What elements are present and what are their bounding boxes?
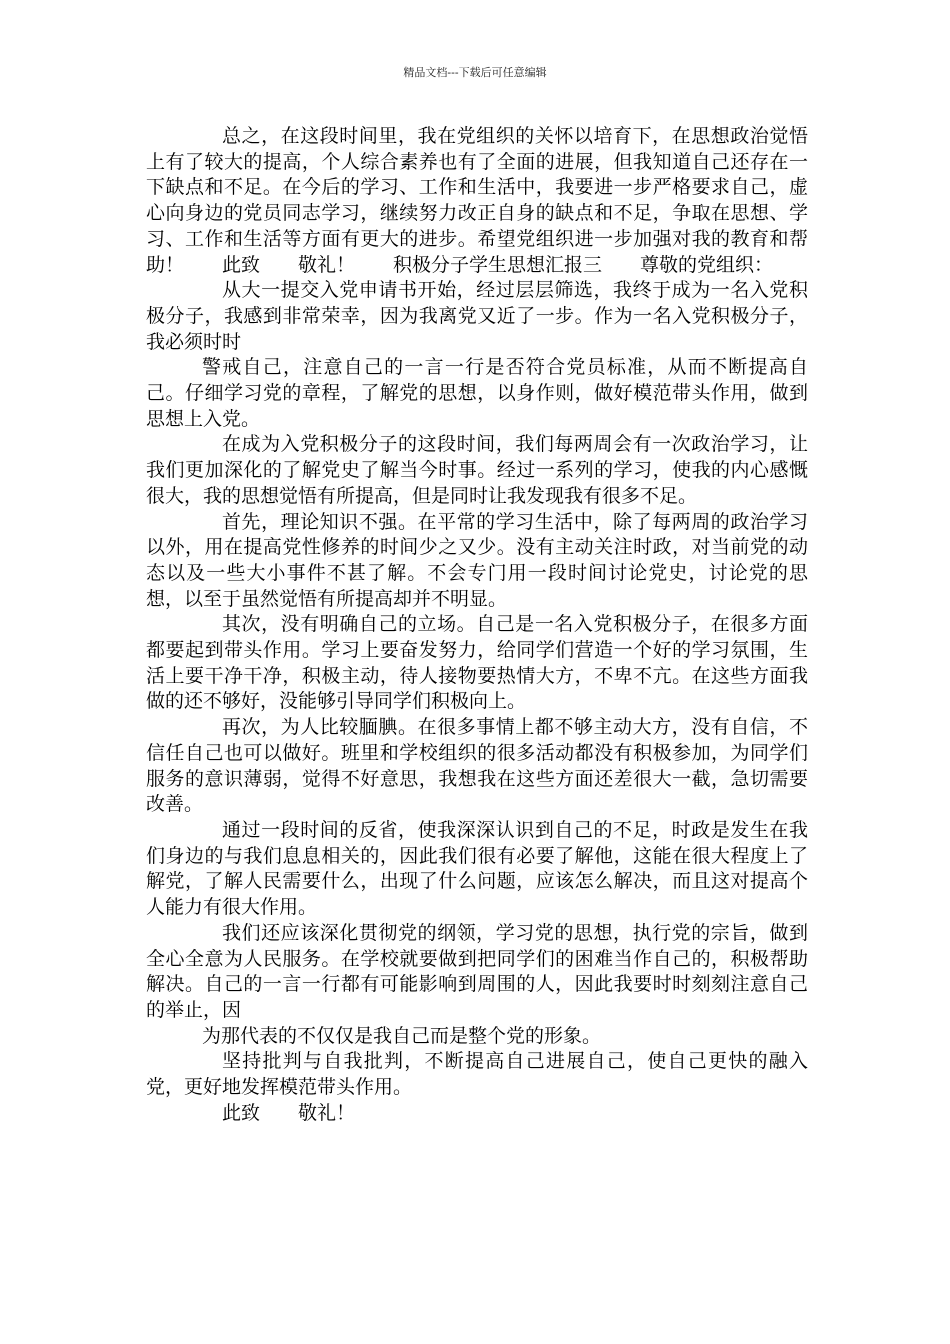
paragraph-criticism: 坚持批判与自我批判，不断提高自己进展自己，使自己更快的融入党，更好地发挥模范带头作用。 (146, 1050, 808, 1099)
paragraph-party-program: 我们还应该深化贯彻党的纲领，学习党的思想，执行党的宗旨，做到全心全意为人民服务。在学校就要做到把同学们的困难当作自己的，积极帮助解决。自己的一言一行都有可能影响到周围的人，因此我要时时刻刻注意自己的举止，因 (146, 921, 808, 1021)
paragraph-first-point: 首先，理论知识不强。在平常的学习生活中，除了每两周的政治学习以外，用在提高党性修养的时间少之又少。没有主动关注时政，对当前党的动态以及一些大小事件不甚了解。不会专门用一段时间讨论党史，讨论党的思想，以至于虽然觉悟有所提高却并不明显。 (146, 510, 808, 610)
paragraph-becoming-activist: 从大一提交入党申请书开始，经过层层筛选，我终于成为一名入党积极分子，我感到非常荣幸，因为我离党又近了一步。作为一名入党积极分子，我必须时时 (146, 279, 808, 353)
paragraph-summary: 总之，在这段时间里，我在党组织的关怀以培育下，在思想政治觉悟上有了较大的提高，个人综合素养也有了全面的进展，但我知道自己还存在一下缺点和不足。在今后的学习、工作和生活中，我要进一步严格要求自己，虚心向身边的党员同志学习，继续努力改正自身的缺点和不足，争取在思想、学习、工作和生活等方面有更大的进步。希望党组织进一步加强对我的教育和帮助！ 此致 敬礼！ 积极分子学生思想汇报三 尊敬的党组织： (146, 125, 808, 276)
paragraph-reflection: 通过一段时间的反省，使我深深认识到自己的不足，时政是发生在我们身边的与我们息息相关的，因此我们很有必要了解他，这能在很大程度上了解党，了解人民需要什么，出现了什么问题，应该怎么解决，而且这对提高个人能力有很大作用。 (146, 818, 808, 919)
paragraph-party-image: 为那代表的不仅仅是我自己而是整个党的形象。 (202, 1024, 602, 1047)
page-header: 精品文档---下载后可任意编辑 (403, 66, 547, 79)
paragraph-third-point: 再次，为人比较腼腆。在很多事情上都不够主动大方，没有自信，不信任自己也可以做好。班里和学校组织的很多活动都没有积极参加，为同学们服务的意识薄弱，觉得不好意思，我想我在这些方面还差很大一截，急切需要改善。 (146, 716, 808, 816)
paragraph-second-point: 其次，没有明确自己的立场。自己是一名入党积极分子，在很多方面都要起到带头作用。学习上要奋发努力，给同学们营造一个好的学习氛围，生活上要干净干净，积极主动，待人接物要热情大方，不卑不亢。在这些方面我做的还不够好，没能够引导同学们积极向上。 (146, 613, 808, 713)
paragraph-political-study: 在成为入党积极分子的这段时间，我们每两周会有一次政治学习，让我们更加深化的了解党史了解当今时事。经过一系列的学习，使我的内心感慨很大，我的思想觉悟有所提高，但是同时让我发现我有很多不足。 (146, 433, 808, 507)
document-body (146, 124, 808, 1126)
closing-salutation: 此致 敬礼！ (222, 1101, 356, 1124)
paragraph-self-discipline: 警戒自己，注意自己的一言一行是否符合党员标准，从而不断提高自己。仔细学习党的章程，了解党的思想，以身作则，做好模范带头作用，做到思想上入党。 (146, 356, 808, 430)
